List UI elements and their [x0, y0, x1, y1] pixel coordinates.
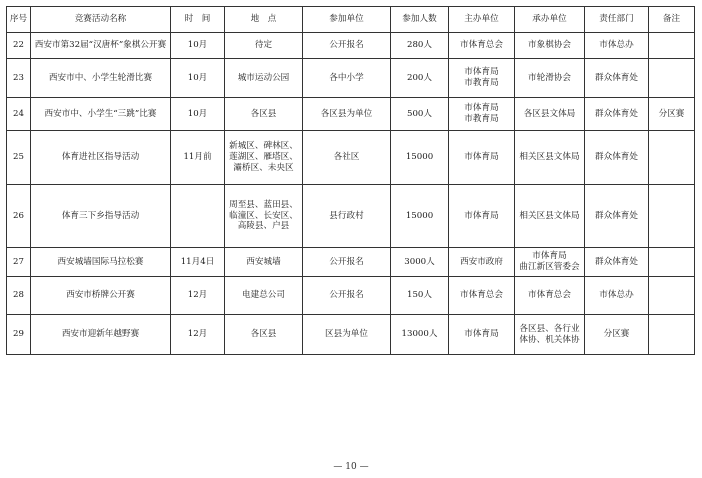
table-row — [7, 277, 695, 315]
cell-host: 市体育局 市教育局 — [449, 59, 515, 98]
cell-no: 22 — [7, 33, 31, 59]
cell-organizer: 各区县、各行业 体协、机关体协 — [515, 315, 585, 355]
cell-note — [649, 315, 695, 355]
cell-no: 27 — [7, 248, 31, 277]
header-name: 竞赛活动名称 — [31, 7, 171, 33]
cell-time: 12月 — [171, 277, 225, 315]
cell-no: 25 — [7, 131, 31, 185]
cell-name: 西安市第32届“汉唐杯”象棋公开赛 — [31, 33, 171, 59]
cell-time: 11月4日 — [171, 248, 225, 277]
header-place: 地 点 — [225, 7, 303, 33]
header-organizer: 承办单位 — [515, 7, 585, 33]
cell-dept: 群众体育处 — [585, 131, 649, 185]
table-row — [7, 98, 695, 131]
header-participants: 参加单位 — [303, 7, 391, 33]
cell-name: 体育三下乡指导活动 — [31, 185, 171, 248]
cell-host: 市体育局 — [449, 131, 515, 185]
cell-organizer: 市轮滑协会 — [515, 59, 585, 98]
cell-count: 150人 — [391, 277, 449, 315]
header-no: 序号 — [7, 7, 31, 33]
cell-name: 西安城墙国际马拉松赛 — [31, 248, 171, 277]
cell-name: 西安市桥牌公开赛 — [31, 277, 171, 315]
cell-participants: 各中小学 — [303, 59, 391, 98]
header-time: 时 间 — [171, 7, 225, 33]
header-dept: 责任部门 — [585, 7, 649, 33]
cell-time: 10月 — [171, 33, 225, 59]
cell-note — [649, 131, 695, 185]
cell-place: 电建总公司 — [225, 277, 303, 315]
cell-participants: 县行政村 — [303, 185, 391, 248]
cell-time: 12月 — [171, 315, 225, 355]
cell-dept: 群众体育处 — [585, 98, 649, 131]
cell-participants: 各区县为单位 — [303, 98, 391, 131]
cell-host: 市体育总会 — [449, 33, 515, 59]
header-note: 备注 — [649, 7, 695, 33]
cell-organizer: 市象棋协会 — [515, 33, 585, 59]
cell-count: 15000 — [391, 185, 449, 248]
cell-name: 西安市中、小学生轮滑比赛 — [31, 59, 171, 98]
cell-participants: 公开报名 — [303, 277, 391, 315]
cell-time: 10月 — [171, 59, 225, 98]
cell-note — [649, 33, 695, 59]
cell-host: 市体育局 — [449, 185, 515, 248]
cell-time: 11月前 — [171, 131, 225, 185]
cell-no: 28 — [7, 277, 31, 315]
table-row — [7, 185, 695, 248]
cell-no: 23 — [7, 59, 31, 98]
cell-note — [649, 248, 695, 277]
cell-organizer: 各区县文体局 — [515, 98, 585, 131]
cell-dept: 市体总办 — [585, 277, 649, 315]
cell-no: 24 — [7, 98, 31, 131]
cell-time: 10月 — [171, 98, 225, 131]
cell-no: 26 — [7, 185, 31, 248]
cell-place: 各区县 — [225, 315, 303, 355]
cell-count: 15000 — [391, 131, 449, 185]
page-number: — 10 — — [333, 462, 369, 472]
header-count: 参加人数 — [391, 7, 449, 33]
cell-name: 体育进社区指导活动 — [31, 131, 171, 185]
cell-dept: 群众体育处 — [585, 59, 649, 98]
cell-note — [649, 277, 695, 315]
cell-time — [171, 185, 225, 248]
cell-count: 13000人 — [391, 315, 449, 355]
cell-organizer: 相关区县文体局 — [515, 131, 585, 185]
cell-count: 200人 — [391, 59, 449, 98]
cell-count: 500人 — [391, 98, 449, 131]
cell-place: 新城区、碑林区、 莲湖区、雁塔区、 灞桥区、未央区 — [225, 131, 303, 185]
cell-dept: 分区赛 — [585, 315, 649, 355]
table-row — [7, 248, 695, 277]
cell-place: 城市运动公园 — [225, 59, 303, 98]
cell-host: 市体育局 市教育局 — [449, 98, 515, 131]
cell-dept: 群众体育处 — [585, 185, 649, 248]
cell-organizer: 相关区县文体局 — [515, 185, 585, 248]
table-row — [7, 315, 695, 355]
cell-organizer: 市体育局 曲江新区管委会 — [515, 248, 585, 277]
cell-place: 待定 — [225, 33, 303, 59]
cell-host: 市体育总会 — [449, 277, 515, 315]
cell-dept: 市体总办 — [585, 33, 649, 59]
events-table — [6, 6, 695, 355]
cell-host: 市体育局 — [449, 315, 515, 355]
cell-participants: 公开报名 — [303, 248, 391, 277]
cell-count: 3000人 — [391, 248, 449, 277]
cell-name: 西安市迎新年越野赛 — [31, 315, 171, 355]
cell-count: 280人 — [391, 33, 449, 59]
header-host: 主办单位 — [449, 7, 515, 33]
cell-host: 西安市政府 — [449, 248, 515, 277]
table-row — [7, 131, 695, 185]
cell-note: 分区赛 — [649, 98, 695, 131]
cell-organizer: 市体育总会 — [515, 277, 585, 315]
cell-note — [649, 59, 695, 98]
table-header-row — [7, 7, 695, 33]
cell-participants: 公开报名 — [303, 33, 391, 59]
table-row — [7, 33, 695, 59]
cell-participants: 区县为单位 — [303, 315, 391, 355]
cell-place: 西安城墙 — [225, 248, 303, 277]
cell-dept: 群众体育处 — [585, 248, 649, 277]
cell-place: 周至县、蓝田县、 临潼区、长安区、 高陵县、户县 — [225, 185, 303, 248]
table-row — [7, 59, 695, 98]
cell-no: 29 — [7, 315, 31, 355]
cell-participants: 各社区 — [303, 131, 391, 185]
cell-note — [649, 185, 695, 248]
cell-place: 各区县 — [225, 98, 303, 131]
cell-name: 西安市中、小学生“三跳”比赛 — [31, 98, 171, 131]
